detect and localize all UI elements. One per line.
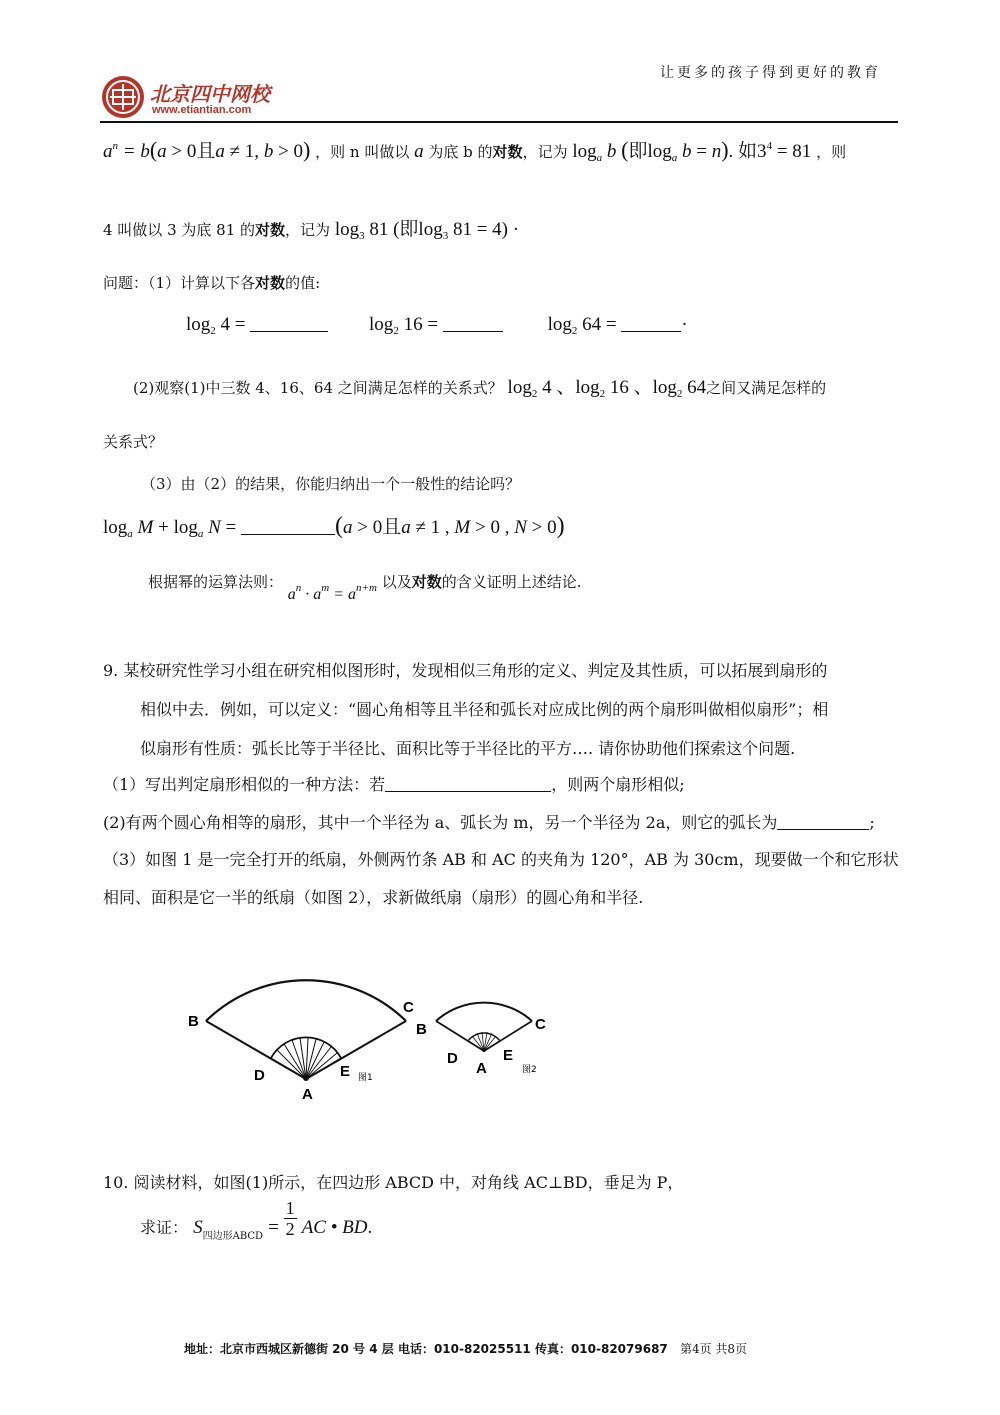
question-intro: 问题：（1）计算以下各对数的值: <box>103 274 321 292</box>
q10-line2: 求证： $S_{四边形ABCD}$ = $\frac{1}{2}$ AC • BD. <box>140 1198 373 1242</box>
fig1-label-E: E <box>340 1063 351 1080</box>
fraction-half: $\frac{1}{2}$ <box>285 1198 295 1239</box>
log-def-bold: 对数 <box>492 143 523 161</box>
q9-part2: (2)有两个圆心角相等的扇形，其中一个半径为 a、弧长为 m，另一个半径为 2a，则它的弧长为 ; <box>103 813 875 832</box>
footer-address: 地址：北京市西城区新德街 20 号 4 层 电话：010-82025511 传真：010-82079687 <box>184 1342 668 1356</box>
answer-blank[interactable] <box>777 813 869 830</box>
figure-1 <box>188 980 414 1103</box>
log-def-line2-text2: ，记为 <box>285 221 331 239</box>
question-intro-bold: 对数 <box>255 274 286 292</box>
log-notation: $\log_a b$ (即$\log_a b = n$). 如$3^4 = 81$ <box>572 137 812 164</box>
log-def-line2 <box>103 214 519 240</box>
answer-blank[interactable] <box>250 315 328 332</box>
general-formula: $\log_a M + \log_a N = (a > 0$且a ≠ 1 , M > 0 , N > 0) <box>103 513 565 540</box>
q9-part3a: （3）如图 1 是一完全打开的纸扇，外侧两竹条 AB 和 AC 的夹角为 120°，AB 为 30cm，现要做一个和它形状 <box>103 850 899 869</box>
answer-blank[interactable] <box>241 518 335 535</box>
footer-page: 第4页 共8页 <box>679 1342 748 1356</box>
area-subscript: 四边形ABCD <box>202 1231 264 1242</box>
fig1-label-B: B <box>188 1013 199 1030</box>
fan-figures <box>180 960 580 1110</box>
logo-emblem-icon <box>100 74 146 120</box>
fig1-label-A: A <box>302 1086 313 1103</box>
header-logo <box>100 74 300 120</box>
fig2-label-E: E <box>503 1047 514 1064</box>
answer-blank[interactable] <box>621 315 681 332</box>
proof-instruction: 根据幂的运算法则： $a^n \cdot a^m = a^{n+m}$ 以及对数的含义证明上述结论. <box>148 573 582 603</box>
log-def-text4: ，则 <box>816 143 847 161</box>
log-def-text2: 为底 b 的 <box>428 143 493 161</box>
fig1-caption: 图1 <box>358 1073 373 1083</box>
logo-text: 北京四中网校 <box>150 82 270 106</box>
log-def-formula: $a^n = b$ <box>103 140 150 162</box>
fig1-label-C: C <box>403 999 414 1016</box>
question-2-cont: 关系式？ <box>103 433 164 451</box>
log-computations: $\log_2 4 = \log_2 16 = \log_2 64$ = · <box>186 314 688 337</box>
log-def-line1: $a^n = b(a > 0$且a ≠ 1, b > 0) ，则 n 叫做以 a 为底 b 的对数，记为 $\log_a b$ (即$\log_a b = n$). 如$3^4 = 81$ ，则 <box>103 137 847 164</box>
fig2-caption: 图2 <box>522 1065 537 1075</box>
logo-url: www.etiantian.com <box>152 104 252 116</box>
footer <box>184 1340 747 1357</box>
q9-line2: 相似中去．例如，可以定义：“圆心角相等且半径和弧长对应成比例的两个扇形叫做相似扇形”；相 <box>140 700 829 719</box>
fig2-label-D: D <box>447 1050 458 1067</box>
fig2-label-A: A <box>476 1060 487 1077</box>
q9-line3: 似扇形有性质：弧长比等于半径比、面积比等于半径比的平方…. 请你协助他们探索这个问题. <box>140 739 796 758</box>
q9-part3b: 相同、面积是它一半的纸扇（如图 2），求新做纸扇（扇形）的圆心角和半径. <box>103 888 644 907</box>
question-2: (2)观察(1)中三数 4、16、64 之间满足怎样的关系式？ $\log_2 4$ 、$\log_2 16$ 、$\log_2 64$之间又满足怎样的 <box>133 377 827 400</box>
figure-2 <box>416 1003 546 1077</box>
fig1-label-D: D <box>254 1067 265 1084</box>
log3-example: $\log_3 81$ (即$\log_3 81 = 4$) · <box>334 219 520 242</box>
header-slogan: 让更多的孩子得到更好的教育 <box>660 65 881 81</box>
q9-part1: （1）写出判定扇形相似的一种方法：若 ，则两个扇形相似; <box>103 775 685 794</box>
log-def-text1: ，则 n 叫做以 <box>315 143 410 161</box>
log-def-text3: ，记为 <box>522 143 568 161</box>
q9-line1: 9. 某校研究性学习小组在研究相似图形时，发现相似三角形的定义、判定及其性质，可以拓展到扇形的 <box>103 661 828 680</box>
fig2-label-B: B <box>416 1021 427 1038</box>
log-def-line2-bold: 对数 <box>255 221 286 239</box>
question-3: （3）由（2）的结果，你能归纳出一个一般性的结论吗？ <box>141 475 521 493</box>
fig2-label-C: C <box>535 1016 546 1033</box>
answer-blank[interactable] <box>385 775 551 792</box>
answer-blank[interactable] <box>443 315 503 332</box>
log-def-line2-text1: 4 叫做以 3 为底 81 的 <box>103 221 256 239</box>
header-divider <box>100 121 898 123</box>
q10-line1: 10. 阅读材料，如图(1)所示，在四边形 ABCD 中，对角线 AC⊥BD，垂足为 P， <box>103 1173 684 1192</box>
